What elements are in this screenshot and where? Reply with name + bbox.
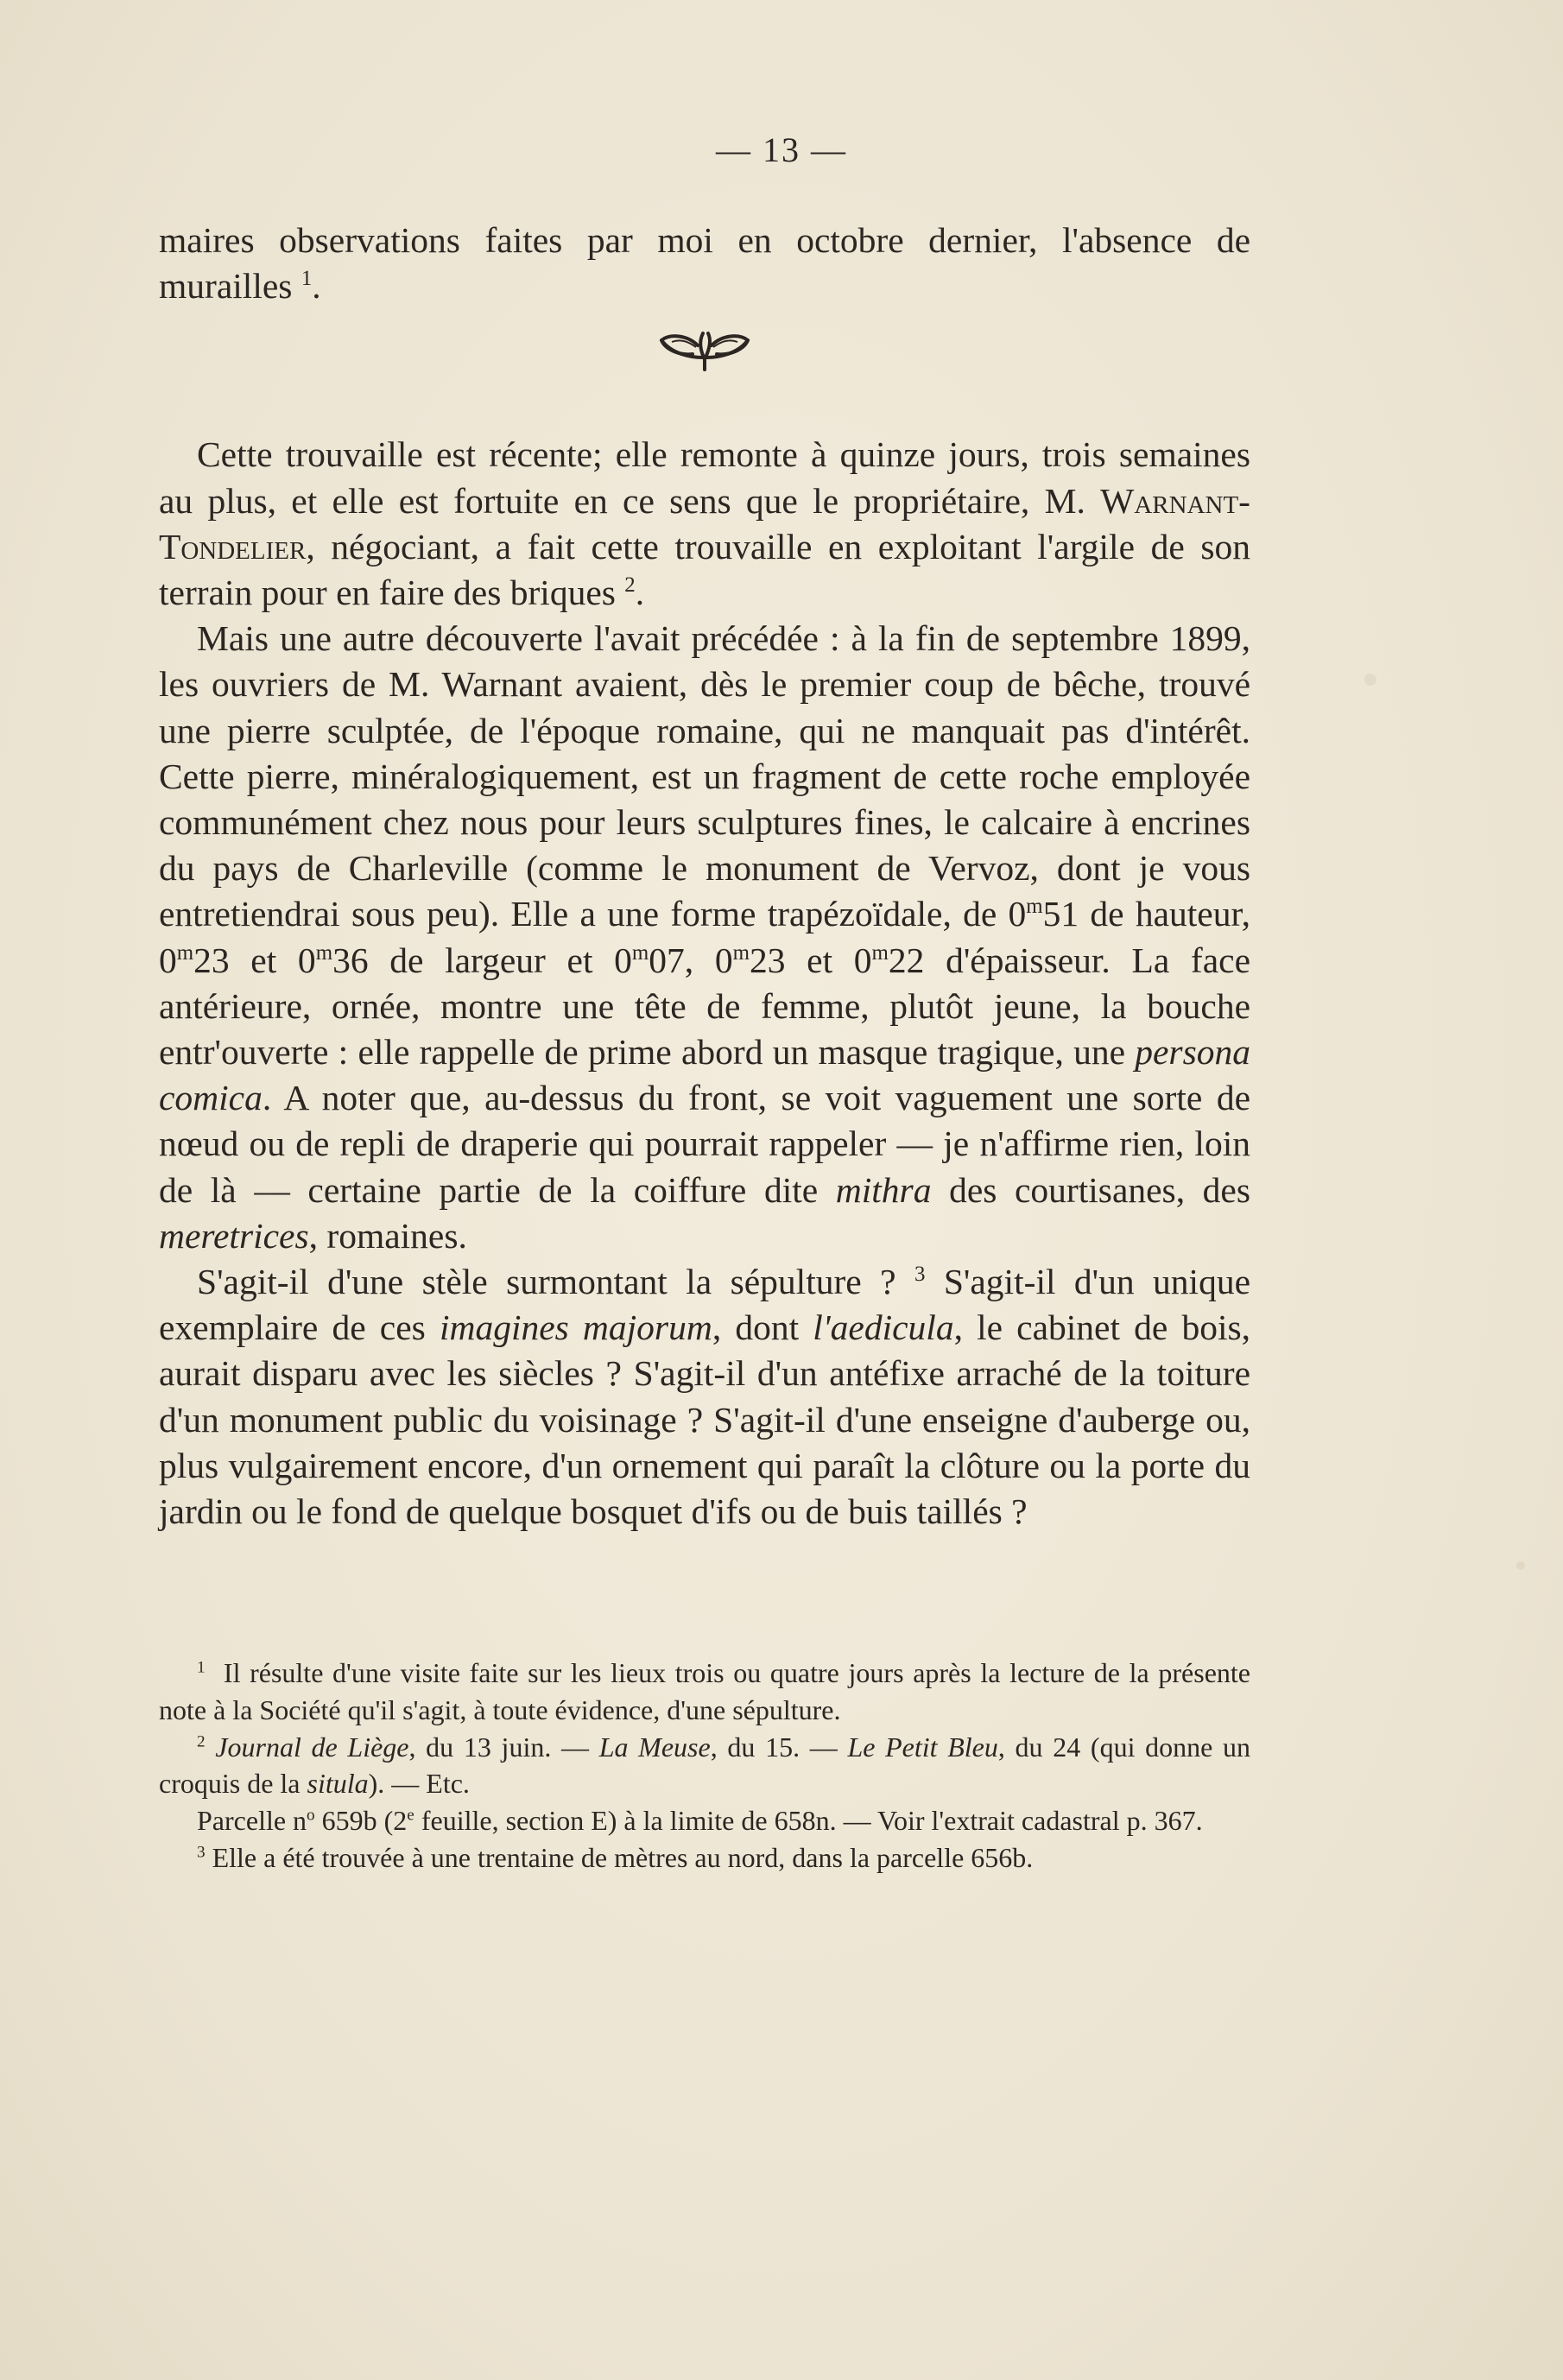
owner-name: Warnant-Tondelier — [159, 480, 1250, 567]
section-divider — [159, 314, 1250, 416]
footnote-2-continued: Parcelle $n^o$ 659b (2e feuille, section E) à la limite de 658n. — Voir l'extrait cadastral p. 367. — [197, 1805, 1203, 1837]
paragraph-stone: Mais une autre découverte l'avait précédée : à la fin de septembre 1899, les ouvriers de M. Warnant avaient, dès le premier coup de bêche, trouvé une pierre sculptée, de l'époque romaine, qui ne manquait pas d'intérêt. Cette pierre, minéralogiquement, est un fragment de cette roche employée communément chez nous pour leurs sculptures fines, le calcaire à encrines du pays de Charleville (comme le monument de Vervoz, dont je vous entretiendrai sous peu). Elle a une forme trapézoïdale, de 0$^m$51 de hauteur, 0$^m$23 et 0$^m$36 de largeur et 0$^m$07, 0$^m$23 et 0$^m$22 d'épaisseur. La face antérieure, ornée, montre une tête de femme, plutôt jeune, la bouche entr'ouverte : elle rappelle de prime abord un masque tragique, une persona comica. A noter que, au-dessus du front, se voit vaguement une sorte de nœud ou de repli de draperie qui pourrait rappeler — je n'affirme rien, loin de là — certaine partie de la coiffure dite mithra des courtisanes, des meretrices, romaines. — [159, 618, 1251, 1256]
footnote-2: $^2$ Journal de Liège, du 13 juin. — La Meuse, du 15. — Le Petit Bleu, du 24 (qui donne un croquis de la situla). — Etc. — [159, 1731, 1251, 1800]
paragraph-questions: S'agit-il d'une stèle surmontant la sépulture ? $^3$ S'agit-il d'un unique exemplaire de ces imagines majorum, dont l'aedicula, le cabinet de bois, aurait disparu avec les siècles ? S'agit-il d'un antéfixe arraché de la toiture d'un monument public du voisinage ? S'agit-il d'une enseigne d'auberge ou, plus vulgairement encore, d'un ornement qui paraît la clôture ou la porte du jardin ou le fond de quelque bosquet d'ifs ou de buis taillés ? — [159, 1262, 1251, 1532]
paper-stain — [1364, 674, 1376, 686]
footnote-1: $^1$ Il résulte d'une visite faite sur les lieux trois ou quatre jours après la lecture de la présente note à la Société qu'il s'agit, à toute évidence, d'une sépulture. — [159, 1657, 1251, 1725]
main-text — [159, 218, 1250, 1535]
footnote-3: $^3$ Elle a été trouvée à une trentaine de mètres au nord, dans la parcelle 656b. — [197, 1841, 1034, 1873]
footnote-ref: 2 — [624, 573, 636, 598]
footnotes — [159, 1655, 1250, 1877]
footnote-ref: 1 — [301, 267, 313, 291]
opening-paragraph: maires observations faites par moi en octobre dernier, l'absence de murailles $^1$. — [159, 220, 1250, 307]
paragraph-discovery: Cette trouvaille est récente; elle remonte à quinze jours, trois semaines au plus, et elle est fortuite en ce sens que le propriétaire, M. Warnant-Tondelier, négociant, a fait cette trouvaille en exploitant l'argile de son terrain pour en faire des briques $^2$. — [159, 434, 1250, 613]
footnote-ref: 3 — [914, 1263, 926, 1287]
paper-stain — [1516, 1561, 1525, 1570]
leaf-ornament-icon — [653, 314, 756, 375]
page-number: — 13 — — [716, 130, 847, 169]
